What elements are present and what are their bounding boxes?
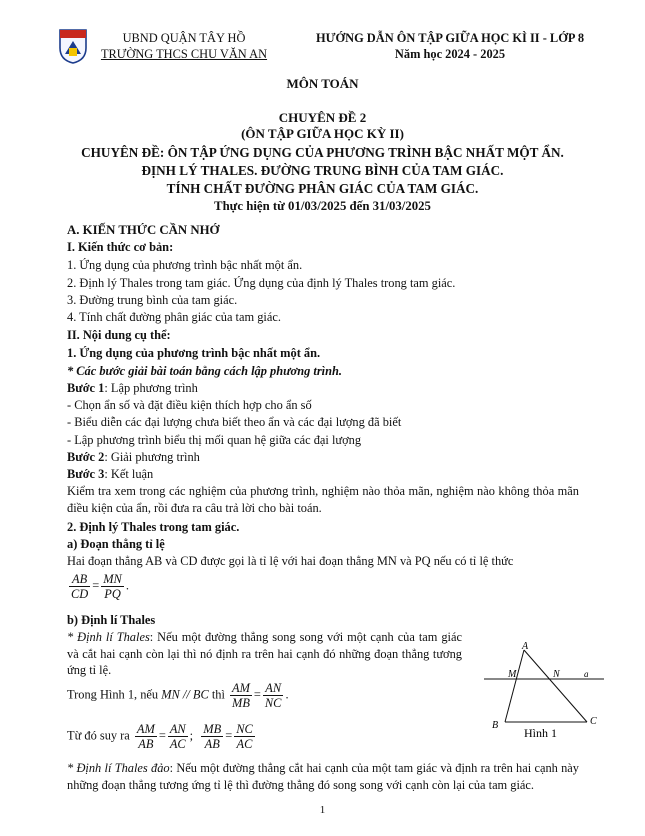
school-year: Năm học 2024 - 2025	[394, 47, 506, 61]
conclusion-paragraph: Kiểm tra xem trong các nghiệm của phương trình, nghiệm nào thỏa mãn, nghiệm nào không thỏa mãn điều kiện của ẩn, rồi đưa ra câu trả lời cho bài toán.	[67, 484, 579, 515]
step-1-item: - Lập phương trình biểu thị mối quan hệ giữa các đại lượng	[67, 433, 362, 447]
label-B: B	[492, 720, 499, 731]
page-number: 1	[319, 804, 326, 816]
topic-title: CHUYÊN ĐỀ 2	[278, 110, 367, 125]
fraction: $\frac{AN}{NC}$	[264, 681, 282, 710]
label-N: N	[553, 669, 560, 680]
thales-heading: b) Định lí Thales	[67, 613, 156, 627]
fraction: $\frac{NC}{AC}$	[236, 722, 253, 751]
topic-line-1: CHUYÊN ĐỀ: ÔN TẬP ỨNG DỤNG CỦA PHƯƠNG TRÌNH BẬC NHẤT MỘT ẨN.	[81, 145, 564, 160]
fraction: $\frac{AN}{AC}$	[169, 722, 186, 751]
step-1-text: : Lập phương trình	[104, 381, 198, 395]
subsection-2-heading: 2. Định lý Thales trong tam giác.	[67, 520, 240, 534]
ratio-heading: a) Đoạn thẳng tỉ lệ	[67, 537, 165, 551]
step-1-label: Bước 1	[67, 381, 105, 395]
label-A: A	[522, 641, 529, 652]
converse-text: : Nếu một đường thẳng cắt hai cạnh của một tam giác và định ra trên hai cạnh này những đoạn thẳng tương ứng tỉ lệ thì đường thẳng đó song song với cạnh còn lại của tam giác.	[67, 761, 580, 792]
guide-title: HƯỚNG DẪN ÔN TẬP GIỮA HỌC KÌ II - LỚP 8	[315, 31, 585, 45]
thales-label: * Định lí Thales	[67, 630, 150, 644]
figure-caption: Hình 1	[524, 726, 557, 740]
header-right	[300, 30, 600, 62]
fraction: $\frac{AB}{CD}$	[71, 572, 89, 601]
step-3	[67, 466, 153, 482]
date-range: Thực hiện từ 01/03/2025 đến 31/03/2025	[214, 199, 431, 213]
thales-theorem	[67, 629, 462, 679]
subject-title: MÔN TOÁN	[286, 76, 359, 91]
steps-heading: * Các bước giải bài toán bằng cách lập phương trình.	[67, 364, 342, 378]
step-1-item: - Biểu diễn các đại lượng chưa biết theo ẩn và các đại lượng đã biết	[67, 415, 402, 429]
district-name: UBND QUẬN TÂY HỒ	[122, 31, 246, 45]
segment-AB	[505, 650, 524, 722]
content-heading: II. Nội dung cụ thể:	[67, 328, 171, 342]
label-C: C	[590, 716, 597, 727]
thales-text: : Nếu một đường thẳng song song với một cạnh của tam giác và cắt hai cạnh còn lại thì nó định ra trên hai cạnh đó những đoạn thẳng tương ứng tỉ lệ.	[67, 630, 463, 677]
ratio-text: Hai đoạn thẳng AB và CD được gọi là tỉ lệ với hai đoạn thẳng MN và PQ nếu có tỉ lệ thức	[67, 554, 514, 568]
fraction: $\frac{AM}{AB}$	[136, 722, 155, 751]
ratio-formula: $\frac{AB}{CD}$ = $\frac{MN}{PQ}$ .	[71, 572, 129, 601]
basic-item: 4. Tính chất đường phân giác của tam giác.	[67, 310, 281, 324]
topic-line-2: ĐỊNH LÝ THALES. ĐƯỜNG TRUNG BÌNH CỦA TAM GIÁC.	[141, 163, 504, 178]
label-M: M	[508, 669, 517, 680]
topic-subtitle: (ÔN TẬP GIỮA HỌC KỲ II)	[241, 126, 404, 141]
header-left	[95, 30, 273, 62]
fraction: $\frac{MN}{PQ}$	[103, 572, 122, 601]
basic-heading: I. Kiến thức cơ bản:	[67, 240, 174, 254]
step-3-label: Bước 3	[67, 467, 105, 481]
step-1	[67, 380, 198, 396]
step-2	[67, 449, 200, 465]
figure-sentence: Trong Hình 1, nếu MN // BC thì $\frac{AM}{MB}$ = $\frac{AN}{NC}$ .	[67, 681, 289, 710]
segment-AC	[524, 650, 587, 722]
label-a: a	[584, 669, 589, 679]
fraction: $\frac{MB}{AB}$	[203, 722, 222, 751]
topic-line-3: TÍNH CHẤT ĐƯỜNG PHÂN GIÁC CỦA TAM GIÁC.	[166, 181, 479, 196]
subsection-1-heading: 1. Ứng dụng của phương trình bậc nhất một ẩn.	[67, 346, 321, 360]
step-2-text: : Giải phương trình	[104, 450, 200, 464]
converse-label: * Định lí Thales đảo	[67, 761, 170, 775]
fraction: $\frac{AM}{MB}$	[232, 681, 250, 710]
basic-item: 3. Đường trung bình của tam giác.	[67, 293, 238, 307]
figure-1-diagram	[480, 640, 610, 745]
derived-ratios: Từ đó suy ra $\frac{AM}{AB}$ = $\frac{AN}{AC}$ ; $\frac{MB}{AB}$ = $\frac{NC}{AC}$	[67, 722, 253, 751]
school-name: TRƯỜNG THCS CHU VĂN AN	[100, 47, 268, 61]
step-1-item: - Chọn ẩn số và đặt điều kiện thích hợp cho ẩn số	[67, 398, 312, 412]
section-a-heading: A. KIẾN THỨC CẦN NHỚ	[67, 223, 220, 237]
step-2-label: Bước 2	[67, 450, 105, 464]
basic-item: 2. Định lý Thales trong tam giác. Ứng dụng của định lý Thales trong tam giác.	[67, 276, 456, 290]
thales-converse	[67, 760, 579, 793]
basic-item: 1. Ứng dụng của phương trình bậc nhất một ẩn.	[67, 258, 303, 272]
school-logo	[58, 28, 88, 64]
step-3-text: : Kết luận	[104, 467, 154, 481]
